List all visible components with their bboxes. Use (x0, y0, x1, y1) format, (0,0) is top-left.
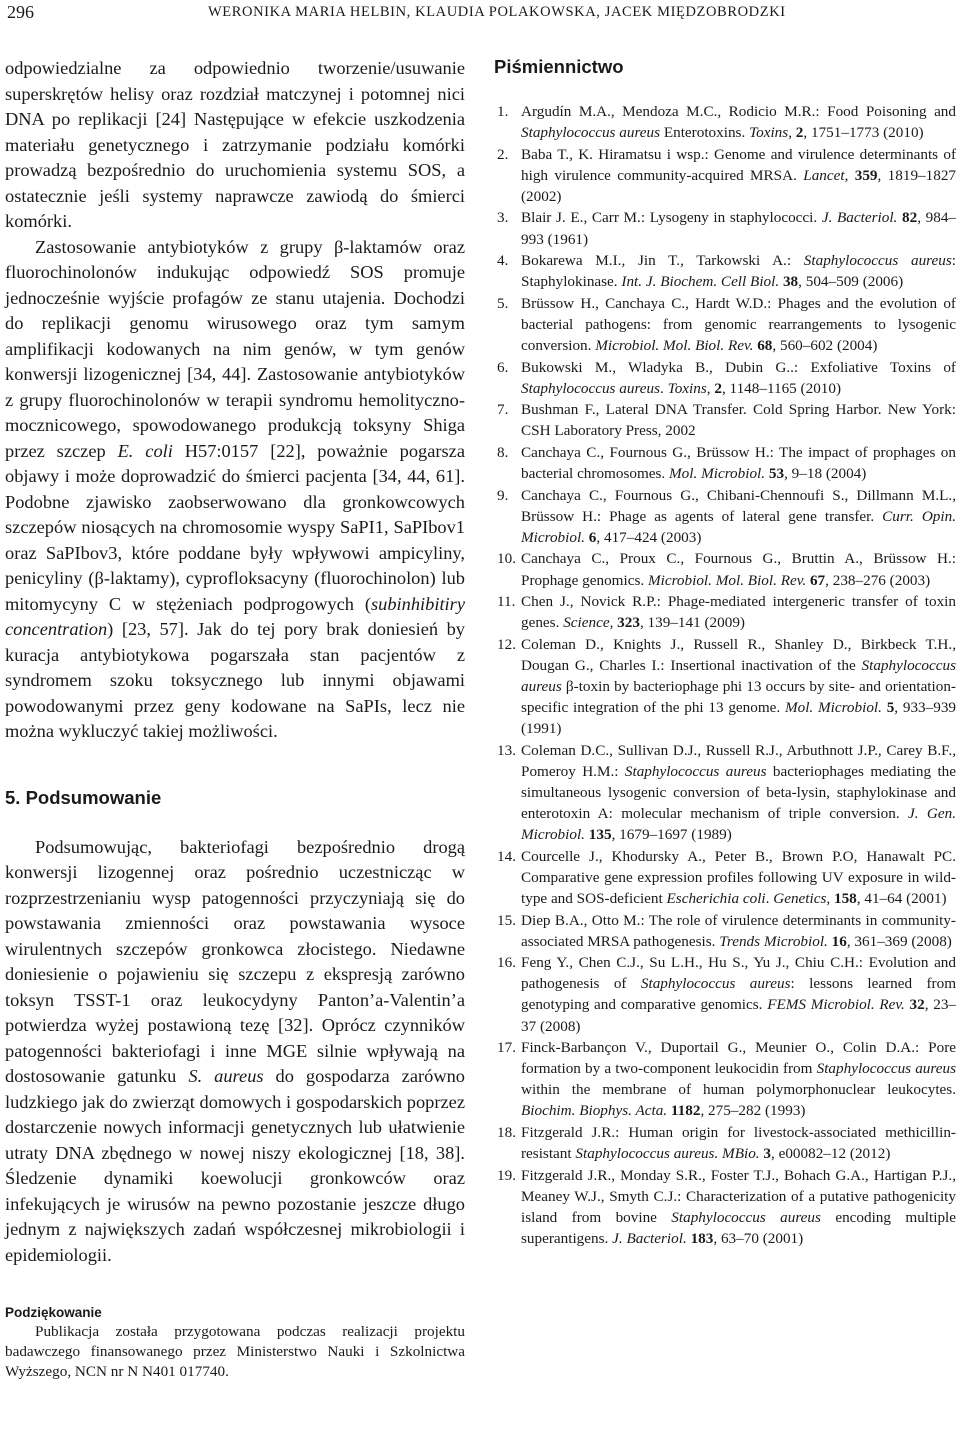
reference-text: Courcelle J., Khodursky A., Peter B., Brown P.O, Hanawalt PC. Comparative gene expression profiles following UV exposure in wild-type and SOS-deficient (521, 847, 956, 907)
reference-text: FEMS Microbiol. Rev. (767, 996, 905, 1014)
reference-number: 19. (497, 1166, 516, 1184)
body-text: Podsumowując, bakteriofagi bezpośrednio drogą konwersji lizogennej oraz pośrednio uczestnicząc w rozprzestrzenianiu wysp patogenności przyczyniają się do powstawania zmienności oraz powstawania wysoce wirulentnych szczepów gronkowca złocistego. Niedawne doniesienie o pojawieniu się szczepu z ekspresją zarówno toksyn TSST-1 oraz leukocydyny Panton’a-Valentin’a potwierdza wyżej postawioną tezę [32]. Oprócz czynników patogenności bakteriofagi i inne MGE silnie wpływają na dostosowanie gatunku (5, 836, 465, 1086)
reference-item (494, 293, 956, 356)
reference-text: 135 (588, 826, 612, 844)
reference-text: , (609, 614, 618, 632)
reference-number: 3. (497, 209, 509, 227)
reference-text: 82 (902, 209, 918, 227)
reference-text: Escherichia coli (666, 889, 766, 907)
reference-text: Staphylococcus aureus (640, 975, 791, 993)
page-number: 296 (7, 2, 34, 22)
reference-text: Toxins (667, 379, 707, 397)
reference-number: 2. (497, 145, 509, 163)
reference-text: , 504–509 (2006) (798, 273, 904, 291)
reference-text: J. Bacteriol. (821, 209, 898, 227)
reference-text: , 933–939 (1991) (521, 699, 956, 738)
reference-text: Curr. Opin. Microbiol. (521, 507, 956, 546)
reference-text: : Staphylokinase. (521, 252, 956, 291)
reference-text: Bokarewa M.I., Jin T., Tarkowski A.: (521, 252, 804, 270)
reference-text: 68 (757, 337, 773, 355)
reference-number: 1. (497, 103, 509, 120)
reference-item (494, 442, 956, 484)
reference-item (494, 101, 956, 143)
reference-text: Brüssow H., Canchaya C., Hardt W.D.: Phages and the evolution of bacterial pathogens: from genomic rearrangements to lysogenic conversion. (521, 294, 956, 355)
reference-text: , 139–141 (2009) (639, 614, 745, 632)
reference-number: 15. (497, 911, 516, 929)
reference-text: , (788, 124, 796, 142)
reference-item (494, 740, 956, 845)
reference-text: Staphylococcus aureus. MBio. (575, 1145, 760, 1163)
reference-item (494, 591, 956, 633)
running-header (0, 0, 960, 28)
reference-text: 53 (768, 465, 785, 483)
reference-text: Blair J. E., Carr M.: Lysogeny in staphylococci. (521, 209, 822, 227)
reference-text: Finck-Barbançon V., Duportail G., Meunier O., Colin D.A.: Pore formation by a two-component leukocidin from (521, 1039, 956, 1078)
reference-text: J. Gen. Microbiol. (521, 805, 957, 844)
reference-text: Lancet (803, 166, 845, 184)
reference-number: 5. (497, 294, 509, 312)
reference-text: Coleman D.C., Sullivan D.J., Russell R.J., Arbuthnott J.P., Carey B.F., Pomeroy H.M.: (521, 741, 956, 780)
reference-text: Toxins (749, 124, 789, 142)
reference-text: 6 (588, 528, 597, 546)
reference-number: 14. (497, 847, 516, 865)
reference-item (494, 846, 956, 909)
reference-text: Mol. Microbiol. (784, 699, 882, 717)
reference-text: Int. J. Biochem. Cell Biol. (621, 273, 780, 291)
reference-number: 12. (497, 635, 516, 653)
reference-item (494, 399, 956, 441)
reference-text: 323 (617, 614, 640, 632)
reference-text: Staphylococcus aureus (521, 124, 661, 142)
reference-text: , 9–18 (2004) (784, 465, 867, 483)
reference-text: Diep B.A., Otto M.: The role of virulence determinants in community-associated MRSA pathogenesis. (521, 911, 956, 950)
reference-text: 1182 (670, 1102, 701, 1120)
reference-item (494, 548, 956, 590)
reference-number: 10. (497, 550, 516, 568)
reference-item (494, 357, 956, 399)
reference-item (494, 250, 956, 292)
reference-text: 67 (809, 571, 826, 589)
reference-text: Staphylococcus aureus (521, 379, 661, 397)
summary-paragraph (5, 835, 465, 1269)
reference-text: Canchaya C., Fournous G., Chibani-Chennoufi S., Dillmann M.L., Brüssow H.: Phage as agents of lateral gene transfer. (521, 486, 956, 525)
reference-number: 16. (497, 954, 516, 972)
reference-text: , 41–64 (2001) (856, 889, 947, 907)
reference-text: , 560–602 (2004) (772, 337, 878, 355)
reference-text: 38 (782, 273, 799, 291)
reference-number: 17. (497, 1039, 516, 1057)
reference-text: 183 (690, 1229, 714, 1247)
reference-text: Baba T., K. Hiramatsu i wsp.: Genome and virulence determinants of high virulence community-acquired MRSA. (521, 145, 956, 184)
reference-text: 359 (854, 166, 878, 184)
reference-item (494, 1122, 956, 1164)
reference-item (494, 485, 956, 548)
reference-item (494, 144, 956, 207)
reference-text: , e00082–12 (2012) (771, 1145, 891, 1163)
reference-text: Fitzgerald J.R.: Human origin for livestock-associated methicillin-resistant (521, 1124, 956, 1163)
reference-number: 8. (497, 444, 509, 461)
reference-number: 13. (497, 741, 516, 759)
body-text-italic: E. coli (117, 440, 173, 461)
reference-text: 2 (795, 124, 804, 142)
reference-text: Staphylococcus aureus (671, 1208, 821, 1226)
body-text: Zastosowanie antybiotyków z grupy β-laktamów oraz fluorochinolonów indukując odpowiedź SOS promuje jednocześnie wyjście profagów ze stanu utajenia. Dochodzi do replikacji genomu wirusowego oraz tym samym amplifikacji kodowanych na nim genów, w tym genów konwersji lizogenicznej [34, 44]. Zastosowanie antybiotyków z grupy fluorochinolonów w terapii syndromu hemolityczno-mocznicowego, spowodowanego produkcją toksyny Shiga przez szczep (5, 236, 465, 461)
reference-text: Bushman F., Lateral DNA Transfer. Cold Spring Harbor. New York: CSH Laboratory Press, 2002 (521, 401, 956, 440)
reference-item (494, 952, 956, 1036)
reference-text: Science (563, 614, 610, 632)
references-list (494, 101, 956, 1249)
reference-text: , 275–282 (1993) (700, 1102, 806, 1120)
reference-number: 11. (497, 593, 516, 611)
section-title: 5. Podsumowanie (5, 786, 162, 808)
running-header-authors: WERONIKA MARIA HELBIN, KLAUDIA POLAKOWSKA, JACEK MIĘDZOBRODZKI (208, 4, 786, 20)
reference-text: , 1148–1165 (2010) (721, 379, 842, 397)
acknowledgements-title: Podziękowanie (5, 1305, 102, 1320)
reference-number: 18. (497, 1124, 516, 1141)
reference-text: : lessons learned from genotyping and comparative genomics. (521, 975, 957, 1014)
reference-text: Chen J., Novick R.P.: Phage-mediated intergeneric transfer of toxin genes. (521, 593, 956, 632)
reference-text: , 1819–1827 (2002) (521, 166, 956, 205)
reference-text: 16 (831, 932, 847, 950)
reference-text: Bukowski M., Wladyka B., Dubin G..: Exfoliative Toxins of (521, 358, 956, 376)
reference-text: . (660, 379, 668, 397)
reference-item (494, 207, 956, 249)
reference-text: Canchaya C., Fournous G., Brüssow H.: The impact of prophages on bacterial chromosomes. (521, 444, 956, 483)
reference-number: 6. (497, 358, 509, 376)
reference-text: Trends Microbiol. (719, 932, 828, 950)
reference-text: Biochim. Biophys. Acta. (521, 1102, 668, 1120)
reference-text: J. Bacteriol. (612, 1229, 687, 1247)
reference-text: , 1751–1773 (2010) (803, 124, 924, 142)
reference-text: β-toxin by bacteriophage phi 13 occurs by site- and orientation-specific integration of the phi 13 genome. (521, 678, 956, 717)
body-text: do gospodarza zarówno ludzkiego jak do zwierząt domowych i gospodarskich poprzez dostarczenie nowych informacji genetycznych lub ułatwienie utraty DNA zbędnego w nowej niszy ekologicznej [18, 38]. Śledzenie dynamiki koewolucji gronkowców oraz infekujących je wirusów na pewno pozostanie jeszcze długo jednym z największych zadań współczesnej mikrobiologii i epidemiologii. (5, 1066, 465, 1265)
reference-text: Genetics (773, 889, 827, 907)
reference-text: , 238–276 (2003) (825, 571, 931, 589)
reference-text: Argudín M.A., Mendoza M.C., Rodicio M.R.: Food Poisoning and (521, 103, 956, 120)
reference-text: , 361–369 (2008) (846, 932, 952, 950)
reference-text: Mol. Microbiol. (669, 465, 766, 483)
reference-text: 2 (714, 379, 722, 397)
reference-text: 158 (833, 889, 857, 907)
reference-text: Staphylococcus aureus (521, 656, 956, 696)
reference-text: , (826, 889, 834, 907)
reference-text: Coleman D., Knights J., Russell R., Shanley D., Birkbeck T.H., Dougan G., Charles I.: Insertional inactivation of the (521, 635, 956, 674)
reference-text: , 417–424 (2003) (596, 528, 702, 546)
reference-number: 7. (497, 401, 509, 419)
reference-text: , 23–37 (2008) (521, 996, 957, 1035)
reference-text: , (844, 166, 855, 184)
reference-item (494, 1037, 956, 1121)
reference-text: within the membrane of human polymorphonuclear leukocytes. (521, 1081, 956, 1099)
reference-text: Microbiol. Mol. Biol. Rev. (647, 571, 807, 589)
right-column (494, 56, 956, 1250)
reference-text: 32 (909, 996, 925, 1014)
references-title: Piśmiennictwo (494, 56, 624, 77)
reference-text: bacteriophages mediating the simultaneous lysogenic conversion of beta-lysin, staphylokinase and enterotoxin A: molecular mechanism of triple conversion. (521, 762, 956, 823)
left-column (5, 56, 465, 1383)
reference-text: , 1679–1697 (1989) (611, 826, 732, 844)
reference-text: Canchaya C., Proux C., Fournous G., Bruttin A., Brüssow H.: Prophage genomics. (521, 550, 956, 589)
body-text: ) [23, 57]. Jak do tej pory brak doniesień by kuracja antybiotykowa pogarszała stan pacjentów z syndromem szoku toksycznego lub innymi objawami powodowanymi przez geny kodowane na SaPIs, lecz nie można wykluczyć takiej możliwości. (5, 619, 465, 741)
reference-number: 9. (497, 486, 509, 504)
reference-item (494, 1165, 956, 1249)
body-paragraph (5, 235, 465, 745)
reference-text: , (706, 379, 715, 397)
reference-text: 3 (763, 1145, 771, 1163)
body-text-italic: S. aureus (188, 1066, 264, 1086)
reference-text: Staphylococcus aureus (816, 1060, 956, 1078)
reference-text: , 63–70 (2001) (713, 1229, 804, 1247)
reference-text: Microbiol. Mol. Biol. Rev. (595, 337, 754, 355)
reference-item (494, 634, 956, 739)
reference-text: Staphylococcus aureus (624, 762, 767, 780)
body-paragraph: odpowiedzialne za odpowiednio tworzenie/usuwanie superskrętów helisy oraz rozdział matczynej i potomnej nici DNA po replikacji [24] Następujące w efekcie uszkodzenia materiału genetycznego i zatrzymanie podziału komórki prowadzą bezpośrednio do uruchomienia systemu SOS, a ostatecznie jeśli systemy naprawcze zawiodą do śmierci komórki. (5, 58, 465, 231)
body-text-italic: subinhibitiry concentration (5, 593, 465, 639)
reference-item (494, 910, 956, 952)
reference-text: Staphylococcus aureus (803, 252, 952, 270)
reference-number: 4. (497, 252, 509, 270)
reference-text: Enterotoxins. (660, 124, 750, 142)
reference-text: Fitzgerald J.R., Monday S.R., Foster T.J., Bohach G.A., Hartigan P.J., Meaney W.J., Smyth C.J.: Characterization of a putative pathogenicity island from bovine (521, 1166, 956, 1226)
body-text: H57:0157 [22], poważnie pogarsza objawy i może doprowadzić do śmierci pacjenta [34, 44, 61]. Podobne zjawisko zaobserwowano dla gronkowcowych szczepów niosących na chromosomie wyspy SaPI1, SaPIbov1 oraz SaPIbov3, które poddane były wpływowi ampicyliny, penicyliny (β-laktamy), cyprofloksacyny (fluorochinolon) lub mitomycyny C w stężeniach podprogowych ( (5, 440, 466, 614)
reference-text: . (765, 889, 774, 907)
reference-text: encoding multiple superantigens. (521, 1208, 956, 1247)
reference-text: Feng Y., Chen C.J., Su L.H., Hu S., Yu J., Chiu C.H.: Evolution and pathogenesis of (521, 954, 956, 993)
acknowledgements-text: Publikacja została przygotowana podczas realizacji projektu badawczego finansowanego przez Ministerstwo Nauki i Szkolnictwa Wyższego, NCN nr N N401 017740. (5, 1323, 465, 1381)
reference-text: , 984–993 (1961) (521, 209, 957, 248)
reference-text: 5 (886, 699, 895, 717)
